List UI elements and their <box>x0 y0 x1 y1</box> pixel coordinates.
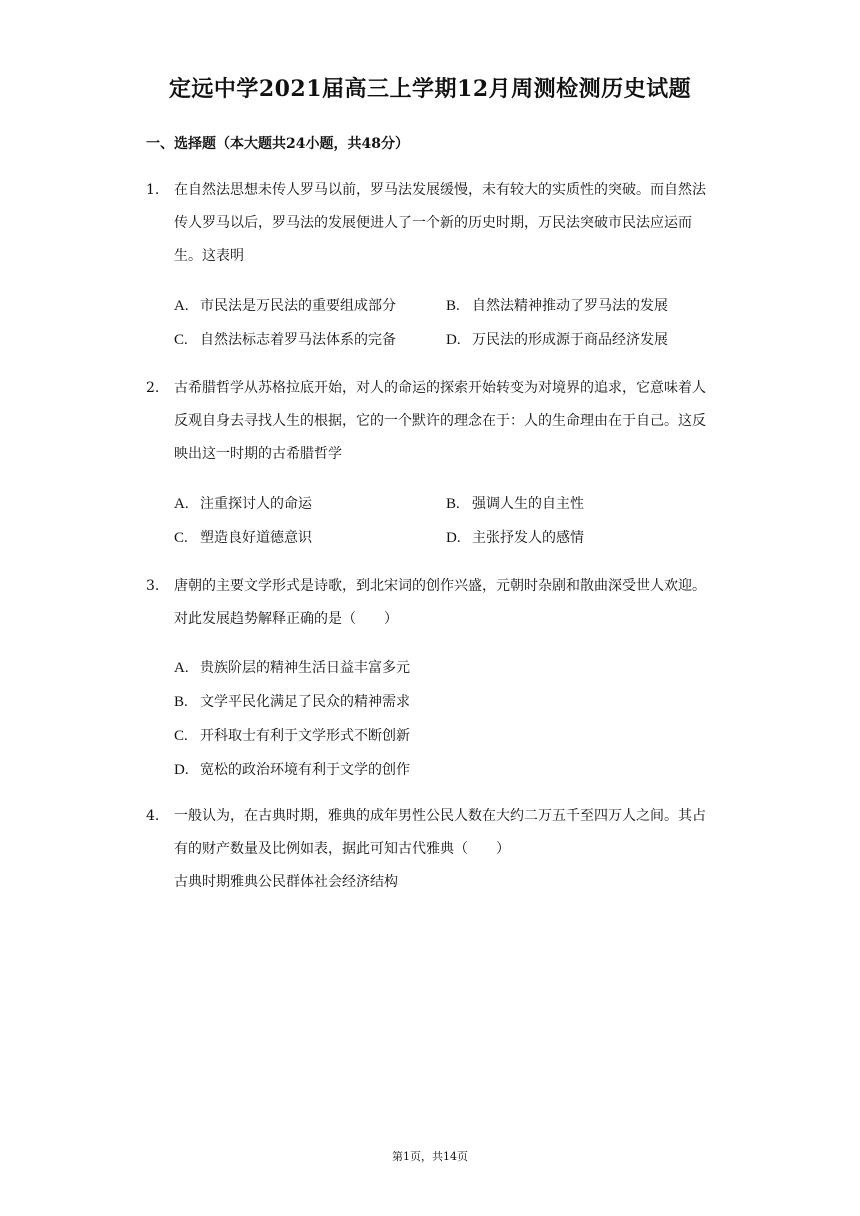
option-label: A. <box>174 496 189 512</box>
option-label: A. <box>174 298 189 314</box>
option-a <box>174 296 396 316</box>
option-d <box>446 330 668 350</box>
option-b <box>446 494 584 514</box>
option-c <box>174 528 312 548</box>
question-2 <box>146 372 718 471</box>
question-stem: 古希腊哲学从苏格拉底开始，对人的命运的探索开始转变为对境界的追求，它意味着人反观自身去寻找人生的根据，它的一个默许的理念在于：人的生命理由在于自己。这反映出这一时期的古希腊哲学 <box>174 380 706 462</box>
page-title: 定远中学2021届高三上学期12月周测检测历史试题 <box>168 76 692 102</box>
question-number: 1. <box>146 182 160 198</box>
option-a <box>174 494 312 514</box>
option-label: C. <box>174 530 188 546</box>
option-text: 贵族阶层的精神生活日益丰富多元 <box>200 660 410 676</box>
question-number: 3. <box>146 578 160 594</box>
option-label: A. <box>174 660 189 676</box>
option-c <box>174 330 396 350</box>
option-text: 自然法精神推动了罗马法的发展 <box>472 298 668 314</box>
option-text: 市民法是万民法的重要组成部分 <box>200 298 396 314</box>
option-label: B. <box>446 496 460 512</box>
option-c <box>174 726 410 746</box>
option-label: D. <box>174 762 189 778</box>
question-3 <box>146 570 718 636</box>
question-stem: 一般认为，在古典时期，雅典的成年男性公民人数在大约二万五千至四万人之间。其占有的财产数量及比例如表，据此可知古代雅典（ ） <box>174 808 706 857</box>
option-d <box>446 528 584 548</box>
question-1 <box>146 174 718 273</box>
option-a <box>174 658 410 678</box>
option-b <box>446 296 668 316</box>
option-label: D. <box>446 332 461 348</box>
option-text: 塑造良好道德意识 <box>200 530 312 546</box>
option-label: D. <box>446 530 461 546</box>
option-text: 万民法的形成源于商品经济发展 <box>472 332 668 348</box>
page-footer: 第1页，共14页 <box>392 1150 468 1163</box>
question-number: 4. <box>146 808 160 824</box>
option-label: B. <box>446 298 460 314</box>
option-d <box>174 760 410 780</box>
question-4 <box>146 800 718 899</box>
option-text: 注重探讨人的命运 <box>200 496 312 512</box>
option-b <box>174 692 410 712</box>
question-stem: 在自然法思想未传人罗马以前，罗马法发展缓慢，未有较大的实质性的突破。而自然法传人罗马以后，罗马法的发展便进人了一个新的历史时期，万民法突破市民法应运而生。这表明 <box>174 182 706 264</box>
table-caption: 古典时期雅典公民群体社会经济结构 <box>174 874 398 890</box>
option-label: B. <box>174 694 188 710</box>
section-heading: 一、选择题（本大题共24小题，共48分） <box>146 136 409 152</box>
option-text: 自然法标志着罗马法体系的完备 <box>200 332 396 348</box>
option-label: C. <box>174 728 188 744</box>
option-label: C. <box>174 332 188 348</box>
option-text: 文学平民化满足了民众的精神需求 <box>200 694 410 710</box>
question-number: 2. <box>146 380 160 396</box>
option-text: 宽松的政治环境有利于文学的创作 <box>200 762 410 778</box>
option-text: 强调人生的自主性 <box>472 496 584 512</box>
option-text: 主张抒发人的感情 <box>472 530 584 546</box>
option-text: 开科取士有利于文学形式不断创新 <box>200 728 410 744</box>
question-stem: 唐朝的主要文学形式是诗歌，到北宋词的创作兴盛，元朝时杂剧和散曲深受世人欢迎。对此发展趋势解释正确的是（ ） <box>174 578 706 627</box>
